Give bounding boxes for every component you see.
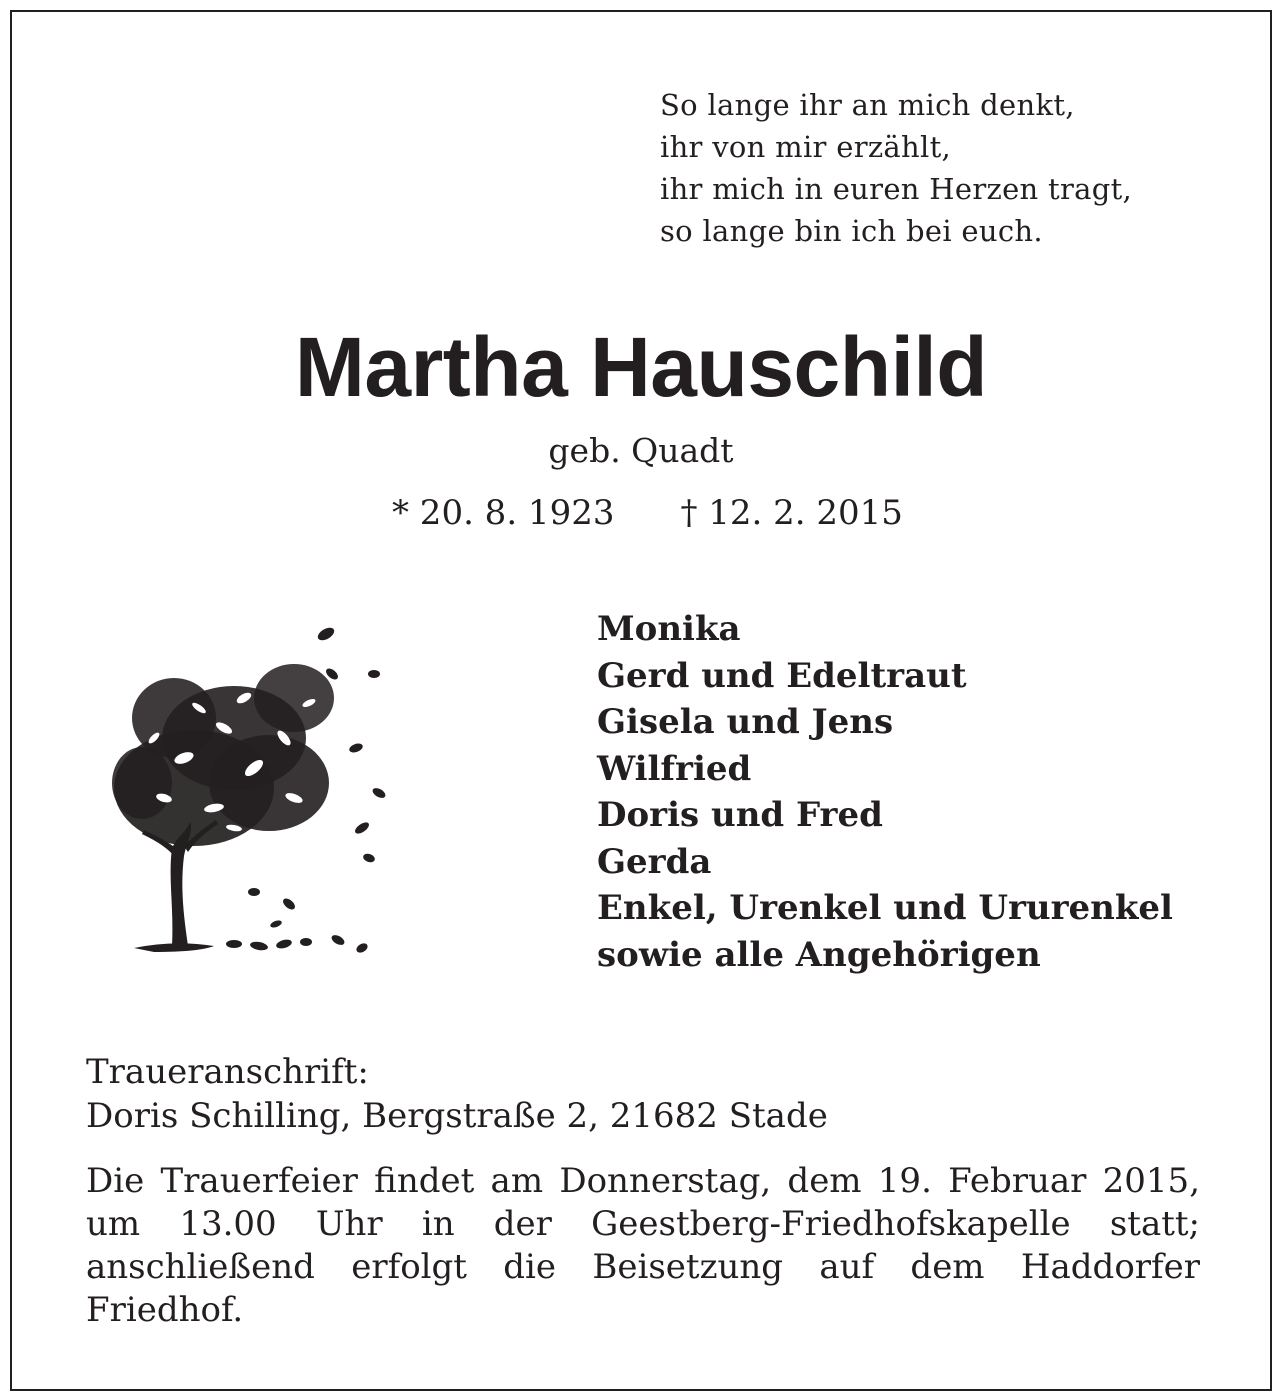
poem-line: ihr mich in euren Herzen tragt, [660,172,1133,206]
death-date: † 12. 2. 2015 [680,493,903,533]
ceremony-info: Die Trauerfeier findet am Donnerstag, dem 19. Februar 2015, um 13.00 Uhr in der Geestberg-Friedhofskapelle statt; anschließend erfolgt die Beisetzung auf dem Haddorfer Friedhof. [86,1161,1200,1330]
deceased-name: Martha Hauschild [294,320,988,414]
mourner-line: Enkel, Urenkel und Ururenkel [597,888,1173,928]
address-label: Traueranschrift: [86,1052,369,1092]
birth-name: geb. Quadt [548,431,734,470]
poem-line: ihr von mir erzählt, [660,130,952,164]
mourner-line: Gerda [597,841,712,882]
poem-line: So lange ihr an mich denkt, [660,88,1075,122]
mourner-line: sowie alle Angehörigen [597,934,1041,975]
mourning-address [86,1050,828,1138]
obituary-notice [10,10,1272,1391]
life-dates [392,488,903,538]
mourner-line: Wilfried [597,748,752,789]
mourner-line: Monika [597,609,741,649]
poem-line: so lange bin ich bei euch. [660,214,1043,248]
birth-date: * 20. 8. 1923 [392,493,615,533]
mourner-line: Doris und Fred [597,795,883,835]
mourner-line: Gisela und Jens [597,702,894,742]
windblown-tree-icon [94,608,394,968]
mourner-line: Gerd und Edeltraut [597,655,967,696]
mourners-list [597,606,1173,978]
address-value: Doris Schilling, Bergstraße 2, 21682 Stade [86,1096,828,1136]
memorial-poem [660,84,1132,252]
tree-drawing [94,608,394,968]
